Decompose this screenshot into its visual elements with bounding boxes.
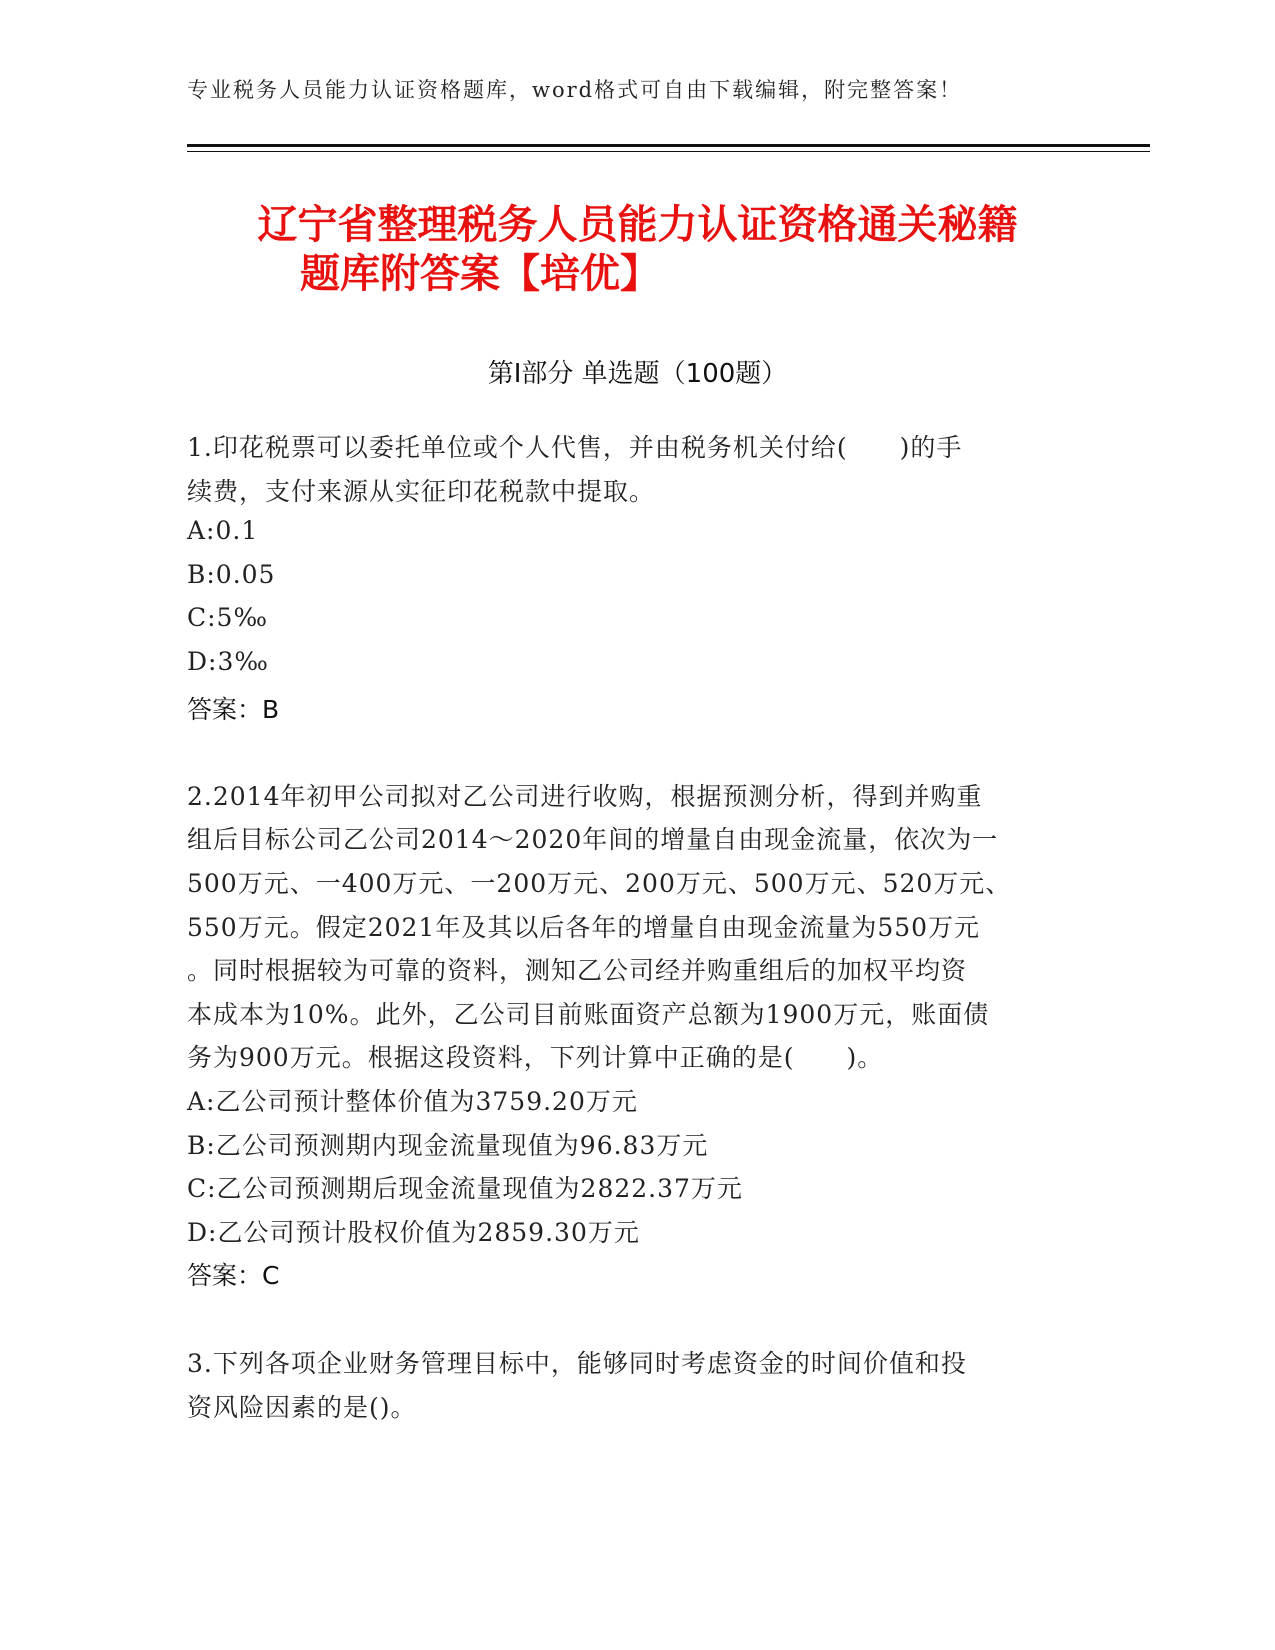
question-2-line-5: 。同时根据较为可靠的资料，测知乙公司经并购重组后的加权平均资: [187, 956, 968, 985]
question-2-line-6: 本成本为10%。此外，乙公司目前账面资产总额为1900万元，账面债: [187, 1000, 990, 1029]
question-1-option-c: C:5‰: [187, 603, 269, 632]
question-2-line-2: 组后目标公司乙公司2014～2020年间的增量自由现金流量，依次为一: [187, 825, 999, 854]
question-2-line-7: 务为900万元。根据这段资料，下列计算中正确的是( )。: [187, 1043, 884, 1072]
header-rule-thick: [187, 144, 1150, 147]
question-2-option-a: A:乙公司预计整体价值为3759.20万元: [187, 1087, 638, 1116]
question-3-line-2: 资风险因素的是()。: [187, 1393, 417, 1422]
question-2-option-c: C:乙公司预测期后现金流量现值为2822.37万元: [187, 1174, 743, 1203]
question-1-line-1: 1.印花税票可以委托单位或个人代售，并由税务机关付给( )的手: [187, 433, 963, 462]
question-2-option-d: D:乙公司预计股权价值为2859.30万元: [187, 1218, 640, 1247]
question-1-option-a: A:0.1: [187, 516, 259, 545]
question-2-option-b: B:乙公司预测期内现金流量现值为96.83万元: [187, 1131, 709, 1160]
question-2-line-3: 500万元、一400万元、一200万元、200万元、500万元、520万元、: [187, 869, 1012, 898]
document-title-line2: 题库附答案【培优】: [300, 251, 660, 297]
question-1-option-b: B:0.05: [187, 560, 276, 589]
question-3-line-1: 3.下列各项企业财务管理目标中，能够同时考虑资金的时间价值和投: [187, 1349, 967, 1378]
question-1-option-d: D:3‰: [187, 647, 269, 676]
header-note: 专业税务人员能力认证资格题库，word格式可自由下载编辑，附完整答案！: [187, 78, 963, 102]
question-1-line-2: 续费，支付来源从实征印花税款中提取。: [187, 477, 656, 506]
section-heading: 第Ⅰ部分 单选题（100题）: [487, 359, 788, 389]
question-1-answer: 答案：B: [187, 695, 280, 724]
header-rule-thin: [187, 151, 1150, 152]
question-2-line-1: 2.2014年初甲公司拟对乙公司进行收购，根据预测分析，得到并购重: [187, 782, 983, 811]
document-title-line1: 辽宁省整理税务人员能力认证资格通关秘籍: [257, 202, 1018, 248]
question-2-line-4: 550万元。假定2021年及其以后各年的增量自由现金流量为550万元: [187, 913, 981, 942]
question-2-answer: 答案：C: [187, 1261, 280, 1290]
